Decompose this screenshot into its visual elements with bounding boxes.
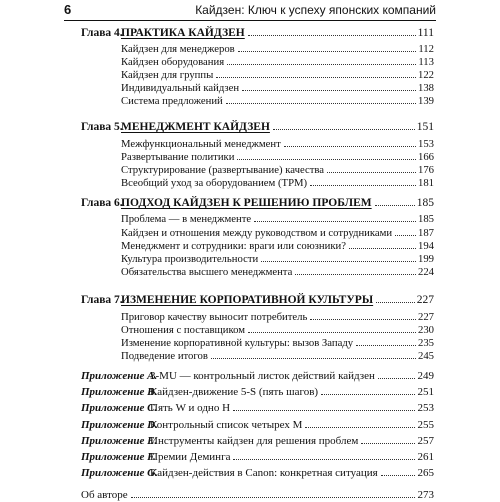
about-author-page: 273 xyxy=(417,489,434,501)
appendix-entry xyxy=(81,451,434,464)
chapter-title: ПРАКТИКА КАЙДЗЕН xyxy=(121,27,245,39)
about-author-title: Об авторе xyxy=(81,489,128,501)
section-entry xyxy=(81,266,434,279)
appendix-page: 257 xyxy=(417,435,434,447)
dot-leader xyxy=(233,459,415,460)
dot-leader xyxy=(248,35,416,36)
chapter-page: 111 xyxy=(417,27,434,39)
section-title: Культура производительности xyxy=(121,253,259,265)
section-title: Приговор качеству выносит потребитель xyxy=(121,311,308,323)
dot-leader xyxy=(233,410,415,411)
appendix-entry xyxy=(81,370,434,383)
section-entry xyxy=(81,95,434,108)
appendix-label: Приложение G. xyxy=(81,467,158,479)
dot-leader xyxy=(295,274,416,275)
dot-leader xyxy=(310,185,416,186)
dot-leader xyxy=(226,103,416,104)
dot-leader xyxy=(242,90,416,91)
section-page: 113 xyxy=(418,56,434,68)
section-title: Проблема — в менеджменте xyxy=(121,213,252,225)
section-entry xyxy=(81,240,434,253)
section-title: Система предложений xyxy=(121,95,223,107)
section-page: 153 xyxy=(417,138,434,150)
appendix-page: 251 xyxy=(417,386,434,398)
section-page: 230 xyxy=(417,324,434,336)
dot-leader xyxy=(216,77,416,78)
about-author-entry xyxy=(81,489,434,502)
section-entry xyxy=(81,253,434,266)
section-page: 138 xyxy=(417,82,434,94)
section-title: Обязательства высшего менеджмента xyxy=(121,266,293,278)
section-entry xyxy=(81,227,434,240)
section-title: Всеобщий уход за оборудованием (ТРМ) xyxy=(121,177,308,189)
appendix-page: 253 xyxy=(417,402,434,414)
appendix-label: Приложение E. xyxy=(81,435,158,447)
dot-leader xyxy=(238,51,416,52)
dot-leader xyxy=(321,394,415,395)
chapter-title: ИЗМЕНЕНИЕ КОРПОРАТИВНОЙ КУЛЬТУРЫ xyxy=(121,294,374,306)
dot-leader xyxy=(305,427,415,428)
chapter-label: Глава 5. xyxy=(81,121,123,133)
chapter-label: Глава 4. xyxy=(81,27,123,39)
chapter-entry xyxy=(81,294,434,307)
chapter-page: 151 xyxy=(416,121,434,133)
section-title: Кайдзен для группы xyxy=(121,69,214,81)
chapter-title: МЕНЕДЖМЕНТ КАЙДЗЕН xyxy=(121,121,270,133)
chapter-label: Глава 7. xyxy=(81,294,123,306)
chapter-page: 227 xyxy=(416,294,434,306)
appendix-label: Приложение D. xyxy=(81,419,158,431)
section-title: Подведение итогов xyxy=(121,350,208,362)
section-title: Менеджмент и сотрудники: враги или союзники? xyxy=(121,240,346,252)
appendix-label: Приложение C. xyxy=(81,402,158,414)
running-title: Кайдзен: Ключ к успеху японских компаний xyxy=(195,3,436,17)
dot-leader xyxy=(375,205,415,206)
appendix-page: 255 xyxy=(417,419,434,431)
section-entry xyxy=(81,311,434,324)
section-title: Индивидуальный кайдзен xyxy=(121,82,240,94)
section-page: 176 xyxy=(417,164,434,176)
appendix-title: 3-MU — контрольный листок действий кайдзен xyxy=(150,370,375,382)
page-number: 6 xyxy=(64,2,72,17)
chapter-label: Глава 6. xyxy=(81,197,123,209)
dot-leader xyxy=(310,319,416,320)
section-entry xyxy=(81,337,434,350)
section-entry xyxy=(81,82,434,95)
section-entry xyxy=(81,350,434,363)
section-title: Отношения с поставщиком xyxy=(121,324,246,336)
section-title: Кайдзен оборудования xyxy=(121,56,225,68)
appendix-label: Приложение B. xyxy=(81,386,158,398)
section-page: 199 xyxy=(417,253,434,265)
section-entry xyxy=(81,177,434,190)
appendix-title: Кайдзен-действия в Canon: конкретная ситуация xyxy=(150,467,378,479)
section-page: 245 xyxy=(417,350,434,362)
section-entry xyxy=(81,324,434,337)
chapter-entry xyxy=(81,197,434,210)
section-page: 224 xyxy=(417,266,434,278)
section-page: 235 xyxy=(417,337,434,349)
dot-leader xyxy=(131,497,415,498)
running-head xyxy=(64,2,436,21)
appendix-entry xyxy=(81,386,434,399)
appendix-page: 265 xyxy=(417,467,434,479)
dot-leader xyxy=(356,345,416,346)
appendix-entry xyxy=(81,435,434,448)
dot-leader xyxy=(273,129,415,130)
dot-leader xyxy=(327,172,416,173)
dot-leader xyxy=(395,235,416,236)
dot-leader xyxy=(237,159,416,160)
chapter-title: ПОДХОД КАЙДЗЕН К РЕШЕНИЮ ПРОБЛЕМ xyxy=(121,197,372,209)
appendix-entry xyxy=(81,419,434,432)
section-title: Структурирование (развертывание) качества xyxy=(121,164,325,176)
section-page: 112 xyxy=(418,43,434,55)
dot-leader xyxy=(261,261,416,262)
section-title: Кайдзен и отношения между руководством и сотрудниками xyxy=(121,227,393,239)
section-page: 166 xyxy=(417,151,434,163)
dot-leader xyxy=(378,378,415,379)
appendix-label: Приложение A. xyxy=(81,370,158,382)
section-entry xyxy=(81,69,434,82)
dot-leader xyxy=(248,332,416,333)
dot-leader xyxy=(284,146,416,147)
appendix-title: Инструменты кайдзен для решения проблем xyxy=(150,435,359,447)
section-title: Развертывание политики xyxy=(121,151,235,163)
appendix-page: 261 xyxy=(417,451,434,463)
dot-leader xyxy=(227,64,416,65)
appendix-page: 249 xyxy=(417,370,434,382)
section-entry xyxy=(81,56,434,69)
appendix-title: Премии Деминга xyxy=(150,451,231,463)
section-page: 181 xyxy=(417,177,434,189)
appendix-label: Приложение F. xyxy=(81,451,156,463)
section-page: 185 xyxy=(417,213,434,225)
chapter-entry xyxy=(81,121,434,134)
chapter-page: 185 xyxy=(416,197,434,209)
dot-leader xyxy=(361,443,415,444)
section-entry xyxy=(81,164,434,177)
section-title: Межфункциональный менеджмент xyxy=(121,138,281,150)
section-page: 227 xyxy=(417,311,434,323)
section-title: Кайдзен для менеджеров xyxy=(121,43,235,55)
appendix-title: Контрольный список четырех M xyxy=(150,419,303,431)
section-page: 122 xyxy=(417,69,434,81)
section-page: 187 xyxy=(417,227,434,239)
dot-leader xyxy=(349,248,416,249)
dot-leader xyxy=(211,358,416,359)
chapter-entry xyxy=(81,27,434,40)
appendix-title: Кайдзен-движение 5-S (пять шагов) xyxy=(150,386,319,398)
section-entry xyxy=(81,138,434,151)
appendix-title: Пять W и одно H xyxy=(150,402,231,414)
appendix-entry xyxy=(81,467,434,480)
appendix-entry xyxy=(81,402,434,415)
section-entry xyxy=(81,151,434,164)
section-entry xyxy=(81,213,434,226)
dot-leader xyxy=(376,302,415,303)
dot-leader xyxy=(254,221,416,222)
section-entry xyxy=(81,43,434,56)
dot-leader xyxy=(381,475,415,476)
section-page: 139 xyxy=(417,95,434,107)
section-page: 194 xyxy=(417,240,434,252)
section-title: Изменение корпоративной культуры: вызов Западу xyxy=(121,337,354,349)
